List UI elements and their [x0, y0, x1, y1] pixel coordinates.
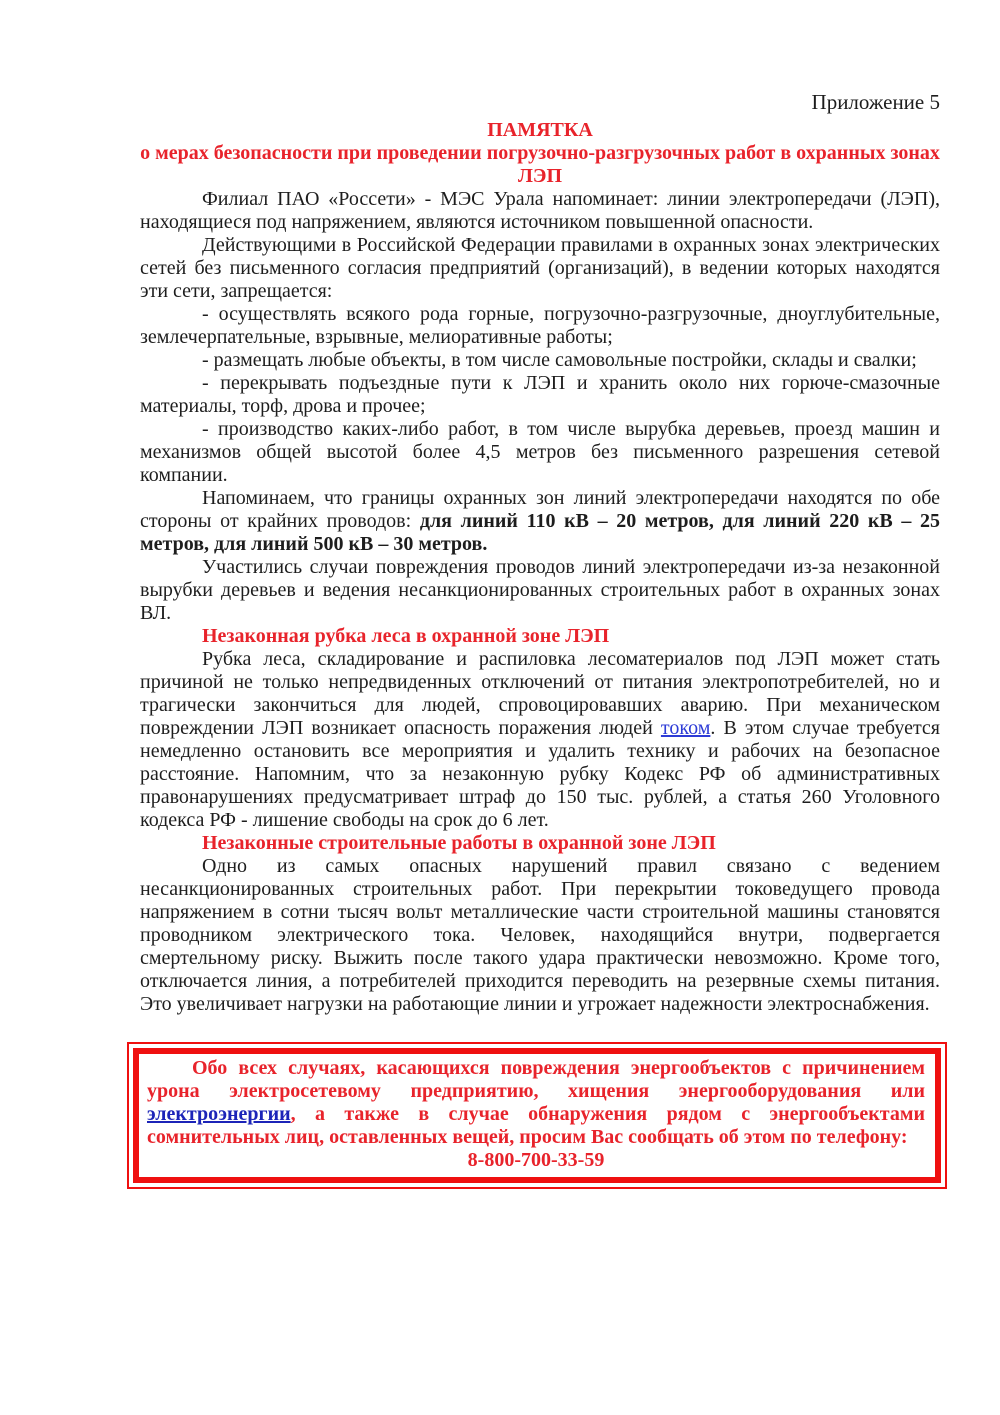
- protection-zones-text: Напоминаем, что границы охранных зон линий электропередачи находятся по обе стороны от крайних проводов:: [140, 487, 940, 532]
- alert-text-before-link: Обо всех случаях, касающихся повреждения энергообъектов с причинением урона электросетевому предприятию, хищения энергооборудования или: [147, 1057, 925, 1102]
- alert-box: [127, 1042, 947, 1189]
- electric-shock-link[interactable]: током: [660, 717, 711, 739]
- heading-illegal-logging: Незаконная рубка леса в охранной зоне ЛЭП: [202, 625, 610, 647]
- document-subtitle: о мерах безопасности при проведении погрузочно-разгрузочных работ в охранных зонах ЛЭП: [140, 142, 940, 187]
- paragraph-intro: Филиал ПАО «Россети» - МЭС Урала напоминает: линии электропередачи (ЛЭП), находящиеся под напряжением, являются источником повышенной опасности.: [140, 188, 940, 233]
- logging-text-after-link: . В этом случае требуется немедленно остановить все мероприятия и удалить технику и рабочих на безопасное расстояние. Напомним, что за незаконную рубку Кодекс РФ об административных правонарушениях предусматривает штраф до 150 тыс. рублей, а статья 260 Уголовного кодекса РФ - лишение свободы на срок до 6 лет.: [140, 717, 941, 831]
- list-item-prohibited-works-3: - перекрывать подъездные пути к ЛЭП и хранить около них горюче-смазочные материалы, торф, дрова и прочее;: [140, 372, 940, 417]
- alert-text: [147, 1057, 925, 1149]
- paragraph-incidents: Участились случаи повреждения проводов линий электропередачи из-за незаконной вырубки деревьев и ведения несанкционированных строительных работ в охранных зонах ВЛ.: [140, 556, 940, 624]
- logging-text-before-link: Рубка леса, складирование и распиловка лесоматериалов под ЛЭП может стать причиной не только непредвиденных отключений от питания электропотребителей, но и трагически закончиться для людей, спровоцировавших аварию. При механическом повреждении ЛЭП возникает опасность поражения людей: [140, 648, 940, 739]
- paragraph-protection-zones: [140, 487, 940, 556]
- alert-text-after-link: , а также в случае обнаружения рядом с энергообъектами сомнительных лиц, оставленных вещей, просим Вас сообщать об этом по телефону:: [147, 1103, 925, 1148]
- heading-illegal-construction: Незаконные строительные работы в охранной зоне ЛЭП: [202, 832, 716, 854]
- document-title: ПАМЯТКА: [487, 119, 593, 141]
- paragraph-logging: [140, 648, 940, 832]
- paragraph-rules-intro: Действующими в Российской Федерации правилами в охранных зонах электрических сетей без письменного согласия предприятий (организаций), в ведении которых находятся эти сети, запрещается:: [140, 234, 940, 302]
- electricity-theft-link[interactable]: электроэнергии: [147, 1103, 291, 1125]
- list-item-prohibited-works-4: - производство каких-либо работ, в том числе вырубка деревьев, проезд машин и механизмов общей высотой более 4,5 метров без письменного разрешения сетевой компании.: [140, 418, 940, 486]
- hotline-phone-number: 8-800-700-33-59: [467, 1149, 605, 1171]
- protection-zones-distances: для линий 110 кВ – 20 метров, для линий 220 кВ – 25 метров, для линий 500 кВ – 30 метров.: [140, 510, 940, 555]
- list-item-prohibited-works-1: - осуществлять всякого рода горные, погрузочно-разгрузочные, дноуглубительные, землечерпательные, взрывные, мелиоративные работы;: [140, 303, 940, 348]
- list-item-prohibited-works-2: - размещать любые объекты, в том числе самовольные постройки, склады и свалки;: [202, 349, 917, 371]
- alert-box-inner: [133, 1048, 941, 1183]
- paragraph-construction: Одно из самых опасных нарушений правил связано с ведением несанкционированных строительных работ. При перекрытии токоведущего провода напряжением в сотни тысяч вольт металлические части строительной машины становятся проводником электрического тока. Человек, находящийся внутри, подвергается смертельному риску. Выжить после такого удара практически невозможно. Кроме того, отключается линия, а потребителей приходится переводить на резервные схемы питания. Это увеличивает нагрузки на работающие линии и угрожает надежности электроснабжения.: [140, 855, 940, 1015]
- appendix-label: Приложение 5: [811, 90, 940, 114]
